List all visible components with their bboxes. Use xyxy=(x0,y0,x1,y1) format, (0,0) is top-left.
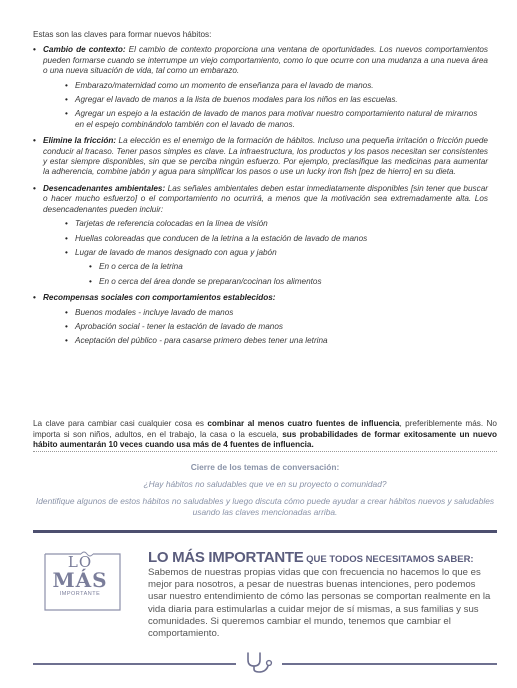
term-environmental-triggers: Desencadenantes ambientales: xyxy=(43,183,166,193)
term-social-rewards: Recompensas sociales con comportamientos establecidos: xyxy=(43,293,276,303)
list-item-remove-friction xyxy=(33,136,488,178)
summary-text: La clave para cambiar casi cualquier cosa es xyxy=(33,419,208,428)
list-item: • Aceptación del público - para casarse primero debes tener una letrina xyxy=(43,336,488,346)
summary-bold: combinar al menos cuatro fuentes de influencia xyxy=(207,419,400,428)
list-item: • En o cerca de la letrina xyxy=(75,262,488,272)
important-title-main: LO MÁS IMPORTANTE xyxy=(148,549,304,566)
important-title-sub: QUE TODOS NECESITAMOS SABER: xyxy=(303,554,474,565)
dotted-divider xyxy=(33,451,497,452)
summary-paragraph xyxy=(33,419,497,451)
important-body: Sabemos de nuestras propias vidas que con frecuencia no hacemos lo que es mejor para nosotros, a pesar de nuestras buenas intenciones, pero podemos usar nuestro entendimiento de cómo las personas se comportan realmente en la vida diaria para estimularlas a cuidar mejor de sí mismas, a sus familias y sus comunidades. Si queremos cambiar el mundo, tenemos que cambiar el comportamiento. xyxy=(148,567,491,640)
intro-text: Estas son las claves para formar nuevos hábitos: xyxy=(33,30,212,39)
social-reward-examples xyxy=(43,308,488,347)
context-change-examples xyxy=(43,81,488,131)
list-item: • Embarazo/maternidad como un momento de enseñanza para el lavado de manos. xyxy=(43,81,488,91)
trigger-examples xyxy=(43,219,488,287)
handwash-location-list xyxy=(75,262,488,287)
closing-question: ¿Hay hábitos no saludables que ve en su proyecto o comunidad? xyxy=(143,479,387,489)
list-item xyxy=(43,248,488,287)
logo-line-2: MÁS xyxy=(52,568,108,592)
list-item-social-rewards xyxy=(33,293,488,347)
stethoscope-icon xyxy=(242,651,276,678)
summary-bold: sus probabilidades de formar exitosamente un nuevo hábito aumentarán 10 veces cuando usa más de 4 fuentes de influencia. xyxy=(33,429,498,450)
closing-section xyxy=(33,462,497,524)
important-title xyxy=(148,549,474,567)
logo-text xyxy=(41,554,119,598)
habit-keys-list xyxy=(33,45,488,346)
list-item: • Agregar el lavado de manos a la lista de buenos modales para los niños en las escuelas. xyxy=(43,95,488,105)
list-item: • Buenos modales - incluye lavado de manos xyxy=(43,308,488,318)
term-remove-friction: Elimine la fricción: xyxy=(43,136,117,146)
list-item: • Aprobación social - tener la estación de lavado de manos xyxy=(43,322,488,332)
list-item: • Tarjetas de referencia colocadas en la línea de visión xyxy=(43,219,488,229)
section-divider xyxy=(33,530,497,533)
list-item: • En o cerca del área donde se preparan/cocinan los alimentos xyxy=(75,277,488,287)
environmental-triggers-text: Las señales ambientales deben estar inmediatamente disponibles [sin tener que buscar o hacer mucho esfuerzo] o el comportamiento no ocurrirá, a menos que la motivación sea extremadamente alta. Los desencadenantes pueden incluir: xyxy=(43,183,488,214)
context-change-text: El cambio de contexto proporciona una ventana de oportunidades. Los nuevos comportamientos pueden formarse cuando se interrumpe un viejo comportamiento, como lo que ocurre con una mudanza a una nueva área o una nueva situación de vida, tal como un embarazo. xyxy=(43,45,488,76)
footer-line-left xyxy=(33,663,236,665)
list-item: • Huellas coloreadas que conducen de la letrina a la estación de lavado de manos xyxy=(43,234,488,244)
term-context-change: Cambio de contexto: xyxy=(43,45,126,55)
most-important-logo xyxy=(41,550,124,614)
main-content xyxy=(33,30,488,353)
remove-friction-text: La elección es el enemigo de la formación de hábitos. Incluso una pequeña irritación o fricción puede conducir al fracaso. Tener pasos simples es clave. La infraestructura, los productos y los pasos necesitan ser consistentes y estar siempre disponibles, sin que se perciba ningún esfuerzo. Por ejemplo, preclasifique las medicinas para aumentar la adherencia, combine jabón y agua para simplificar los pasos o use un lucky iron fish [pez de hierro] en su dieta. xyxy=(43,136,488,177)
list-item-environmental-triggers xyxy=(33,184,488,287)
list-item: • Agregar un espejo a la estación de lavado de manos para motivar nuestro comportamiento natural de mirarnos en el espejo combinándolo también con el lavado de manos. xyxy=(43,109,488,130)
logo-line-3: IMPORTANTE xyxy=(59,591,101,597)
summary-text: , preferiblemente más. No importa si son niños, adultos, en el trabajo, la casa o la escuela, xyxy=(33,419,497,439)
logo-line-1: LO xyxy=(67,553,93,571)
list-item-text: Lugar de lavado de manos designado con agua y jabón xyxy=(75,247,277,257)
footer-line-right xyxy=(282,663,497,665)
closing-instruction: Identifique algunos de estos hábitos no saludables y luego discuta cómo puede ayudar a crear hábitos nuevos y saludables usando las claves mencionadas arriba. xyxy=(35,496,495,517)
closing-title: Cierre de los temas de conversación: xyxy=(190,462,340,472)
list-item-context-change xyxy=(33,45,488,130)
